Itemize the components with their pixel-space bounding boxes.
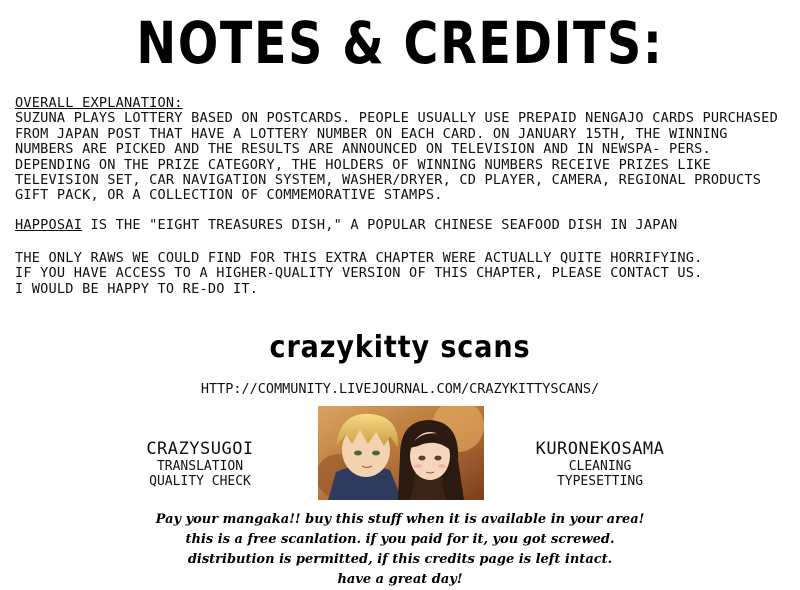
credit-translator <box>120 440 280 489</box>
manga-art-illustration <box>318 406 484 500</box>
credit-cleaner <box>510 440 690 489</box>
happosai-note <box>15 218 785 233</box>
footer-notice <box>0 510 800 590</box>
credit-role: TYPESETTING <box>556 474 644 489</box>
credit-name: KURONEKOSAMA <box>535 439 665 459</box>
footer-line: Pay your mangaka!! buy this stuff when it is available in your area! <box>155 512 645 527</box>
credit-role: TRANSLATION <box>156 459 244 474</box>
footer-line: have a great day! <box>337 572 463 587</box>
happosai-text: IS THE "EIGHT TREASURES DISH," A POPULAR CHINESE SEAFOOD DISH IN JAPAN <box>82 217 678 233</box>
page-title: NOTES & CREDITS: <box>136 9 664 77</box>
raws-line: THE ONLY RAWS WE COULD FIND FOR THIS EXTRA CHAPTER WERE ACTUALLY QUITE HORRIFYING. <box>15 250 703 266</box>
raws-note <box>15 251 785 297</box>
credit-name: CRAZYSUGOI <box>146 439 254 459</box>
happosai-term: HAPPOSAI <box>15 217 83 233</box>
credit-role: QUALITY CHECK <box>149 474 251 489</box>
raws-line: IF YOU HAVE ACCESS TO A HIGHER-QUALITY VERSION OF THIS CHAPTER, PLEASE CONTACT US. <box>15 265 703 282</box>
raws-line: I WOULD BE HAPPY TO RE-DO IT. <box>15 280 259 297</box>
overall-heading: OVERALL EXPLANATION: <box>15 95 183 111</box>
footer-line: this is a free scanlation. if you paid for it, you got screwed. <box>185 532 615 547</box>
footer-line: distribution is permitted, if this credits page is left intact. <box>187 552 613 567</box>
group-url[interactable]: HTTP://COMMUNITY.LIVEJOURNAL.COM/CRAZYKITTYSCANS/ <box>200 381 600 397</box>
credit-role: CLEANING <box>568 459 632 474</box>
overall-explanation <box>15 96 785 204</box>
overall-text: SUZUNA PLAYS LOTTERY BASED ON POSTCARDS. PEOPLE USUALLY USE PREPAID NENGAJO CARDS PURCHASED FROM JAPAN POST THAT HAVE A LOTTERY NUMBER ON EACH CARD. ON JANUARY 15TH, THE WINNING NUMBERS ARE PICKED AND THE RESULTS ARE ANNOUNCED ON TELEVISION AND IN NEWSPA- PERS. DEPENDING ON THE PRIZE CATEGORY, THE HOLDERS OF WINNING NUMBERS RECEIVE PRIZES LIKE TELEVISION SET, CAR NAVIGATION SYSTEM, WASHER/DRYER, CD PLAYER, CAMERA, REGIONAL PRODUCTS GIFT PACK, OR A COLLECTION OF COMMEMORATIVE STAMPS. <box>15 110 778 204</box>
group-name: crazykitty scans <box>269 330 531 365</box>
